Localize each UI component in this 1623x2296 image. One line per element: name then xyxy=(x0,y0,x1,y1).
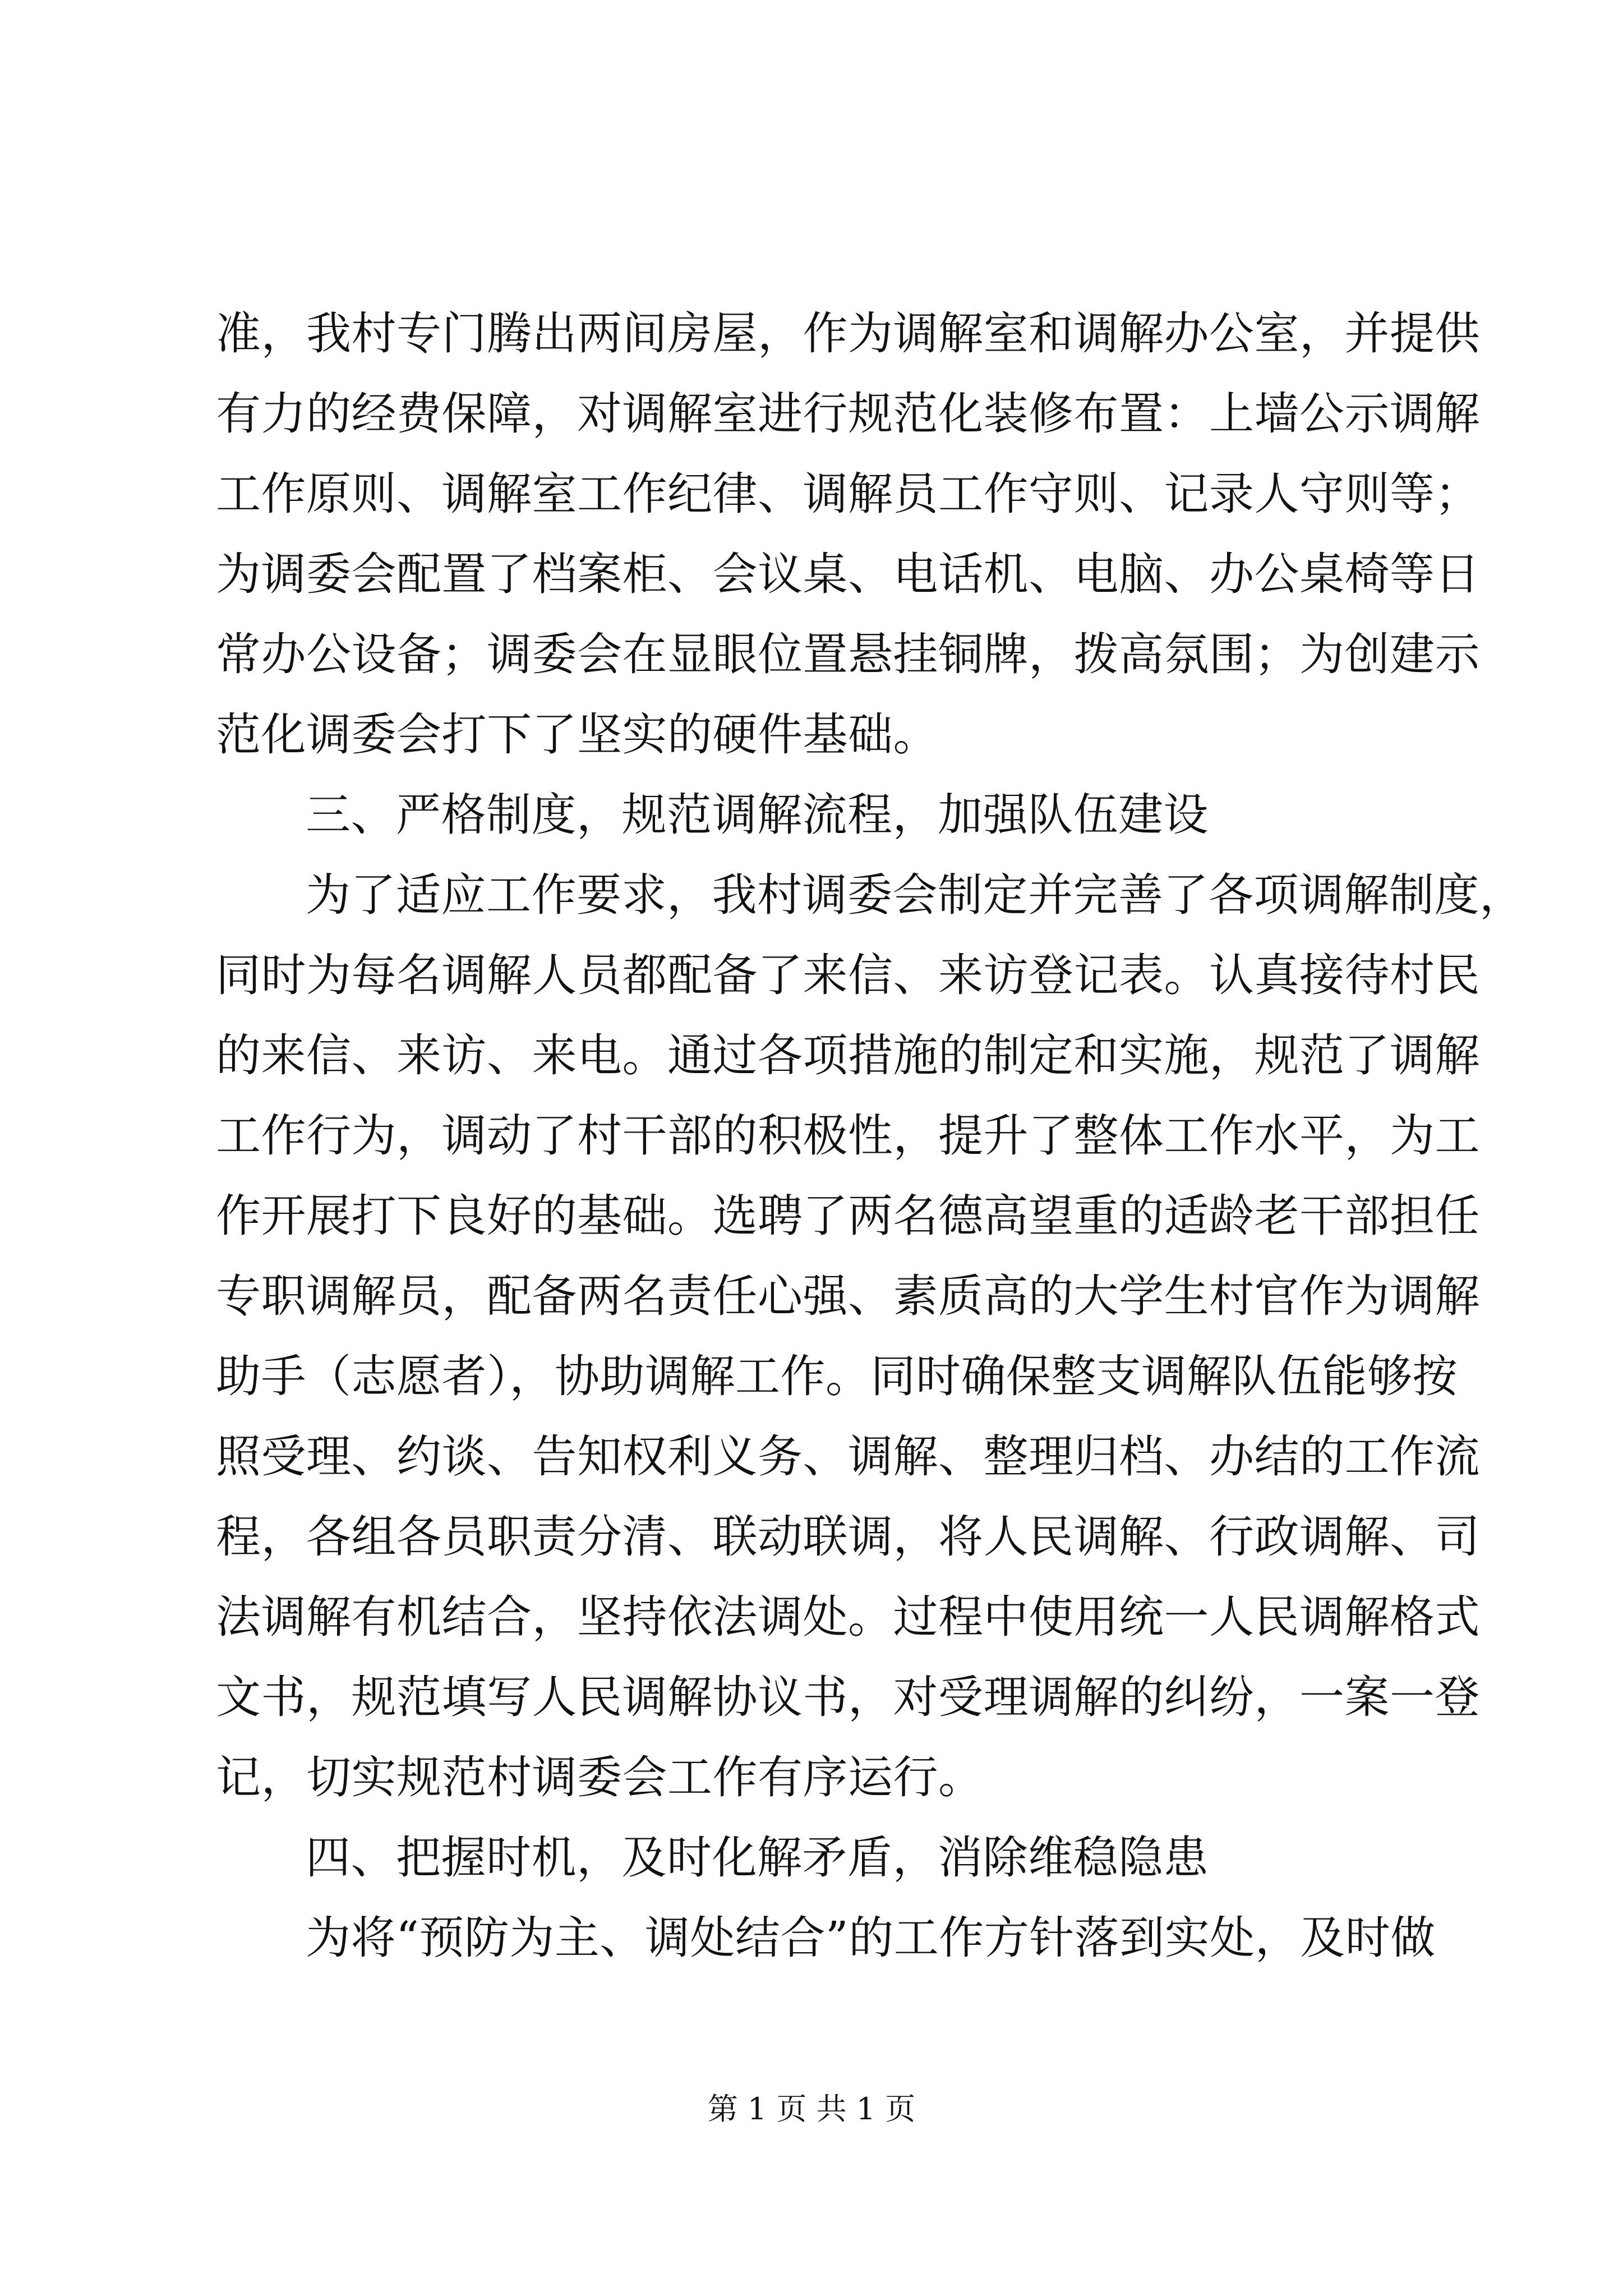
text-line: 同时为每名调解人员都配备了来信、来访登记表。认真接待村民 xyxy=(216,949,1480,1001)
text-line: 的来信、来访、来电。通过各项措施的制定和实施，规范了调解 xyxy=(216,1029,1480,1082)
page-footer: 第 1 页 共 1 页 xyxy=(707,2091,916,2127)
text-line: 范化调委会打下了坚实的硬件基础。 xyxy=(216,708,938,761)
text-line: 助手（志愿者），协助调解工作。同时确保整支调解队伍能够按 xyxy=(216,1350,1458,1402)
paragraph-start: 为将“预防为主、调处结合”的工作方针落到实处，及时做 xyxy=(306,1912,1436,1964)
paragraph-start: 为了适应工作要求，我村调委会制定并完善了各项调解制度， xyxy=(306,869,1525,921)
text-line: 作开展打下良好的基础。选聘了两名德高望重的适龄老干部担任 xyxy=(216,1190,1480,1242)
section-heading: 四、把握时机，及时化解矛盾，消除维稳隐患 xyxy=(306,1832,1209,1884)
text-line: 记，切实规范村调委会工作有序运行。 xyxy=(216,1751,984,1803)
text-line: 文书，规范填写人民调解协议书，对受理调解的纠纷，一案一登 xyxy=(216,1671,1480,1723)
text-line: 程，各组各员职责分清、联动联调，将人民调解、行政调解、司 xyxy=(216,1511,1480,1563)
text-line: 法调解有机结合，坚持依法调处。过程中使用统一人民调解格式 xyxy=(216,1591,1480,1643)
text-line: 为调委会配置了档案柜、会议桌、电话机、电脑、办公桌椅等日 xyxy=(216,548,1480,600)
text-line: 常办公设备；调委会在显眼位置悬挂铜牌，拨高氛围；为创建示 xyxy=(216,628,1480,680)
text-line: 工作行为，调动了村干部的积极性，提升了整体工作水平，为工 xyxy=(216,1110,1480,1162)
text-line: 工作原则、调解室工作纪律、调解员工作守则、记录人守则等； xyxy=(216,468,1480,520)
section-heading: 三、严格制度，规范调解流程，加强队伍建设 xyxy=(306,789,1209,841)
text-line: 有力的经费保障，对调解室进行规范化装修布置：上墙公示调解 xyxy=(216,388,1480,440)
text-line: 准，我村专门腾出两间房屋，作为调解室和调解办公室，并提供 xyxy=(216,307,1480,360)
text-line: 照受理、约谈、告知权利义务、调解、整理归档、办结的工作流 xyxy=(216,1430,1480,1483)
text-line: 专职调解员，配备两名责任心强、素质高的大学生村官作为调解 xyxy=(216,1270,1480,1322)
